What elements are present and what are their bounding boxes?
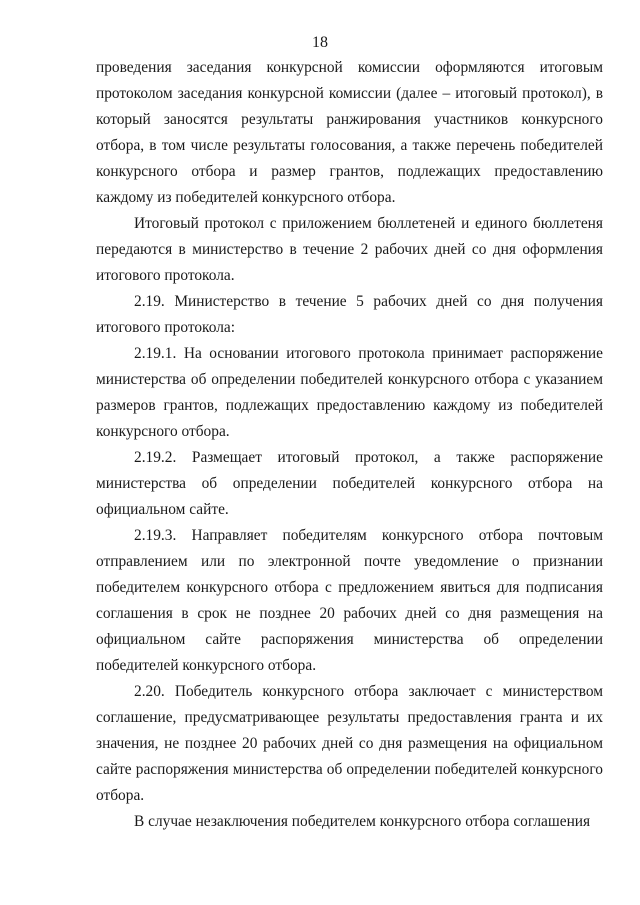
paragraph-2-19-2: 2.19.2. Размещает итоговый протокол, а также распоряжение министерства об определении победителей конкурсного отбора на официальном сайте. (96, 449, 603, 518)
paragraph-2-19: 2.19. Министерство в течение 5 рабочих дней со дня получения итогового протокола: (96, 293, 603, 336)
page-number: 18 (312, 34, 328, 51)
paragraph-final-protocol: Итоговый протокол с приложением бюллетеней и единого бюллетеня передаются в министерство в течение 2 рабочих дней со дня оформления итогового протокола. (96, 215, 603, 284)
paragraph-2-19-1: 2.19.1. На основании итогового протокола принимает распоряжение министерства об определении победителей конкурсного отбора с указанием размеров грантов, подлежащих предоставлению каждому из победителей конкурсного отбора. (96, 345, 603, 440)
document-body (96, 55, 603, 835)
paragraph-2-20: 2.20. Победитель конкурсного отбора заключает с министерством соглашение, предусматривающее результаты предоставления гранта и их значения, не позднее 20 рабочих дней со дня размещения на официальном сайте распоряжения министерства об определении победителей конкурсного отбора. (96, 683, 603, 804)
paragraph-non-conclusion: В случае незаключения победителем конкурсного отбора соглашения (134, 813, 591, 830)
paragraph-continuation: проведения заседания конкурсной комиссии оформляются итоговым протоколом заседания конкурсной комиссии (далее – итоговый протокол), в который заносятся результаты ранжирования участников конкурсного отбора, в том числе результаты голосования, а также перечень победителей конкурсного отбора и размер грантов, подлежащих предоставлению каждому из победителей конкурсного отбора. (96, 59, 603, 206)
paragraph-2-19-3: 2.19.3. Направляет победителям конкурсного отбора почтовым отправлением или по электронной почте уведомление о признании победителем конкурсного отбора с предложением явиться для подписания соглашения в срок не позднее 20 рабочих дней со дня размещения на официальном сайте распоряжения министерства об определении победителей конкурсного отбора. (96, 527, 603, 674)
